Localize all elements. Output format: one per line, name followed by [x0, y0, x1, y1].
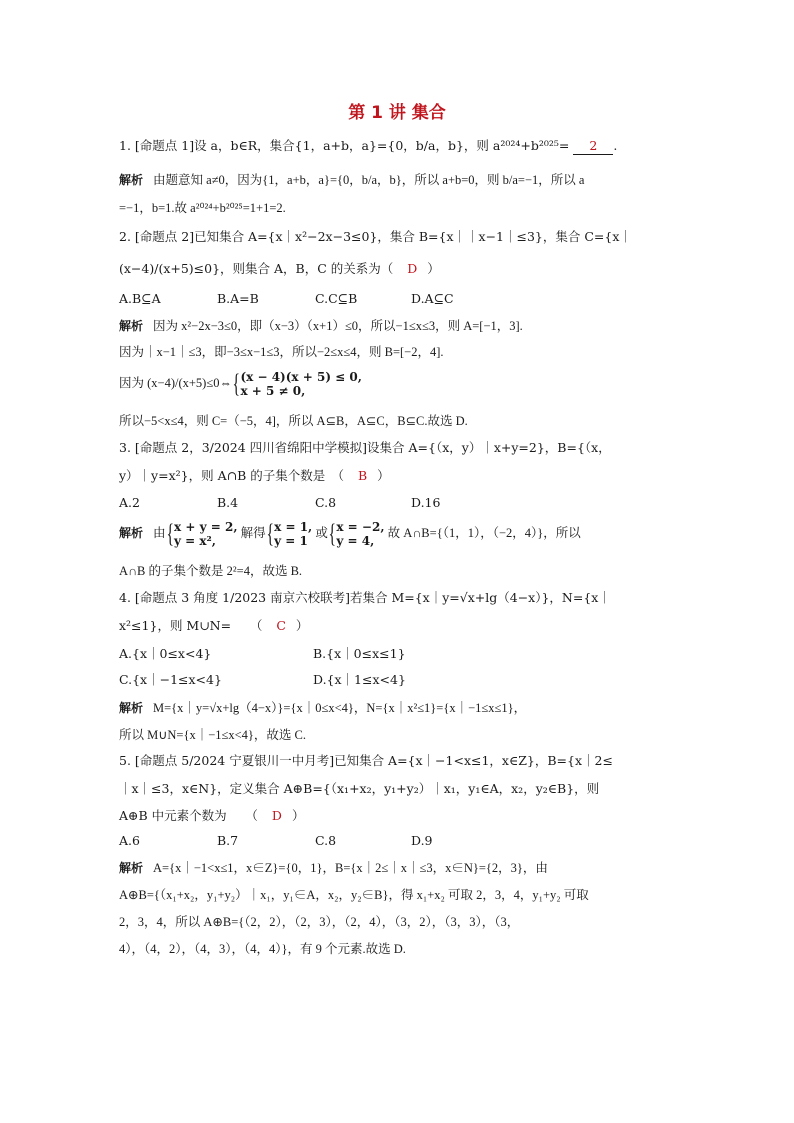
- q4-options-row-2: [119, 672, 406, 688]
- q4-option-b: B.{x｜0≤x≤1}: [313, 646, 406, 661]
- q3-option-b: B.4: [217, 495, 239, 510]
- q5-solution-line-3: 2，3，4，所以 A⊕B={（2，2），（2，3），（2，4），（3，2），（3，3），（3，: [119, 915, 520, 929]
- q5-option-a: A.6: [119, 833, 140, 848]
- q3-system-1: [174, 520, 237, 548]
- q5-answer: D: [271, 808, 282, 823]
- q3-system-3: [336, 520, 384, 548]
- q3-solution-line-2: A∩B 的子集个数是 2²=4，故选 B.: [119, 564, 303, 578]
- q2-option-a: A.B⊆A: [119, 291, 161, 306]
- q2-answer: D: [407, 261, 418, 276]
- q2-sol1: 因为 x²−2x−3≤0，即（x−3）（x+1）≤0，所以−1≤x≤3，则 A=[−1，3].: [153, 319, 523, 333]
- q1-solution-line-1: [119, 172, 584, 188]
- q2-solution-label: 解析: [119, 319, 144, 333]
- q5-solution-line-1: [119, 860, 548, 876]
- q2-solution-line-3: [119, 370, 362, 398]
- q4-options-row-1: [119, 646, 406, 662]
- q2-close: ）: [427, 261, 440, 276]
- q3-solution-label: 解析: [119, 525, 144, 540]
- q3-option-d: D.16: [411, 495, 441, 510]
- q5-close: ）: [291, 808, 305, 823]
- q5-solution-line-4: 4），（4，2），（4，3），（4，4）}，有 9 个元素.故选 D.: [119, 942, 406, 956]
- q3-option-a: A.2: [119, 495, 140, 510]
- q4-option-d: D.{x｜1≤x<4}: [313, 672, 406, 687]
- q2-option-d: D.A⊆C: [411, 291, 454, 306]
- q3-sys1-eq2: y = x²,: [174, 534, 216, 548]
- q5-options: [119, 833, 433, 849]
- q3-option-c: C.8: [315, 495, 337, 510]
- q3-sol-pre: 由: [153, 525, 166, 540]
- q3-sol-mid: 解得: [240, 525, 266, 540]
- q5-stem3: A⊕B 中元素个数为 （: [119, 808, 258, 823]
- brace-icon: {: [266, 519, 274, 548]
- q2-options: [119, 291, 454, 307]
- q4-answer: C: [276, 618, 286, 633]
- q5-stem-line-3: [119, 808, 304, 824]
- q3-sys2-eq1: x = 1,: [274, 520, 313, 534]
- q4-stem2: x²≤1}，则 M∪N= （: [119, 618, 263, 633]
- page-title: 第 1 讲 集合: [348, 103, 446, 123]
- q3-answer: B: [357, 468, 368, 483]
- q1-stem: [119, 138, 617, 155]
- q2-option-b: B.A=B: [217, 291, 259, 306]
- q5-option-c: C.8: [315, 833, 337, 848]
- q2-stem-line-1: 2. [命题点 2]已知集合 A={x｜x²−2x−3≤0}，集合 B={x｜｜x−1｜≤3}，集合 C={x｜: [119, 229, 632, 244]
- q4-solution-label: 解析: [119, 701, 144, 715]
- q4-stem-line-2: [119, 618, 308, 634]
- q4-close: ）: [295, 618, 309, 633]
- brace-icon: {: [232, 369, 240, 398]
- q5-stem-line-1: 5. [命题点 5/2024 宁夏银川一中月考]已知集合 A={x｜−1<x≤1，x∈Z}，B={x｜2≤: [119, 753, 613, 768]
- q3-sys3-eq1: x = −2,: [336, 520, 385, 534]
- q2-stem2: (x−4)/(x+5)≤0}，则集合 A，B，C 的关系为（: [119, 261, 394, 276]
- q4-stem-line-1: 4. [命题点 3 角度 1/2023 南京六校联考]若集合 M={x｜y=√x+lg（4−x）}，N={x｜: [119, 590, 611, 605]
- q3-stem2: y）｜y=x²}，则 A∩B 的子集个数是 （: [119, 468, 344, 483]
- q1-end: .: [613, 138, 618, 153]
- q2-system-eq2: x + 5 ≠ 0,: [240, 384, 306, 398]
- q1-solution-line-2: =−1，b=1.故 a²⁰²⁴+b²⁰²⁵=1+1=2.: [119, 201, 286, 215]
- q3-sys2-eq2: y = 1: [274, 534, 308, 548]
- q2-solution-line-2: 因为｜x−1｜≤3，即−3≤x−1≤3，所以−2≤x≤4，则 B=[−2，4].: [119, 345, 444, 359]
- q5-stem-line-2: ｜x｜≤3，x∈N}，定义集合 A⊕B={（x₁+x₂，y₁+y₂）｜x₁，y₁∈A，x₂，y₂∈B}，则: [119, 781, 600, 796]
- q1-stem-text: 1. [命题点 1]设 a，b∈R，集合{1，a+b，a}={0，b/a，b}，则 a²⁰²⁴+b²⁰²⁵=: [119, 138, 570, 153]
- q3-sys3-eq2: y = 4,: [336, 534, 375, 548]
- q1-answer: 2: [573, 138, 613, 155]
- q5-solution-label: 解析: [119, 861, 144, 875]
- q5-option-b: B.7: [217, 833, 239, 848]
- brace-icon: {: [328, 519, 336, 548]
- q4-sol1: M={x｜y=√x+lg（4−x）}={x｜0≤x<4}，N={x｜x²≤1}={x｜−1≤x≤1}，: [153, 701, 527, 715]
- q2-system: [240, 370, 361, 398]
- q3-sol-or: 或: [315, 525, 328, 540]
- q2-stem-line-2: [119, 261, 440, 277]
- q2-solution-line-4: 所以−5<x≤4，则 C=（−5，4]，所以 A⊆B，A⊆C，B⊆C.故选 D.: [119, 414, 468, 428]
- q2-option-c: C.C⊆B: [315, 291, 358, 306]
- q1-solution-label: 解析: [119, 173, 144, 187]
- q5-option-d: D.9: [411, 833, 433, 848]
- q4-option-c: C.{x｜−1≤x<4}: [119, 672, 222, 687]
- q2-sol3-pre: 因为 (x−4)/(x+5)≤0⇔: [119, 375, 232, 390]
- q5-solution-line-2: A⊕B={（x₁+x₂，y₁+y₂）｜x₁，y₁∈A，x₂，y₂∈B}，得 x₁+x₂ 可取 2，3，4，y₁+y₂ 可取: [119, 888, 589, 902]
- q3-sol-post: 故 A∩B={（1，1），（−2，4）}，所以: [387, 525, 581, 540]
- q4-solution-line-2: 所以 M∪N={x｜−1≤x<4}，故选 C.: [119, 728, 307, 742]
- brace-icon: {: [166, 519, 174, 548]
- q4-option-a: A.{x｜0≤x<4}: [119, 646, 212, 661]
- q5-sol1: A={x｜−1<x≤1，x∈Z}={0，1}，B={x｜2≤｜x｜≤3，x∈N}={2，3}，由: [153, 861, 548, 875]
- q3-system-2: [274, 520, 312, 548]
- q3-options: [119, 495, 440, 511]
- q2-system-eq1: (x − 4)(x + 5) ≤ 0,: [240, 370, 362, 384]
- q3-stem-line-2: [119, 468, 390, 484]
- q3-sys1-eq1: x + y = 2,: [174, 520, 238, 534]
- q3-stem-line-1: 3. [命题点 2，3/2024 四川省绵阳中学模拟]设集合 A={（x，y）｜x+y=2}，B={（x，: [119, 440, 611, 455]
- q3-solution-line-1: [119, 520, 581, 548]
- q2-solution-line-1: [119, 318, 523, 334]
- q1-sol1: 由题意知 a≠0，因为{1，a+b，a}={0，b/a，b}，所以 a+b=0，则 b/a=−1，所以 a: [153, 173, 585, 187]
- q4-solution-line-1: [119, 700, 526, 716]
- q3-close: ）: [377, 468, 390, 483]
